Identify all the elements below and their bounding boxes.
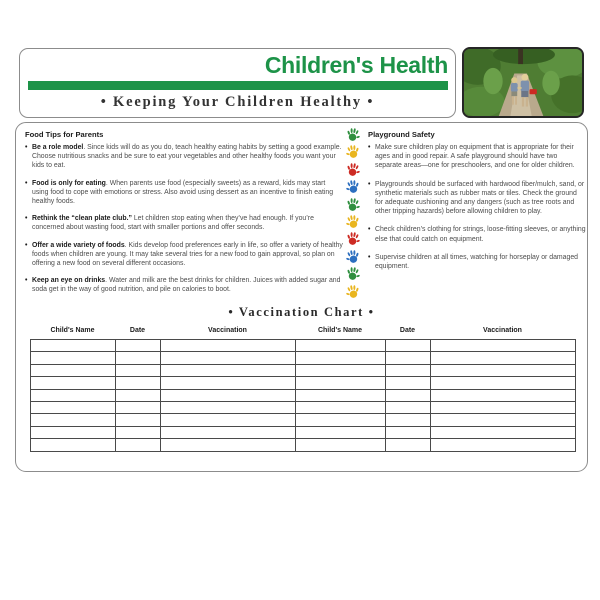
table-cell-empty: [431, 414, 576, 426]
safety-text: Check children’s clothing for strings, loose-fitting sleeves, or anything else that could catch on equipment.: [375, 226, 586, 243]
table-cell-empty: [431, 364, 576, 376]
table-cell-empty: [296, 426, 386, 438]
table-cell-empty: [431, 352, 576, 364]
playground-safety-section: [368, 130, 586, 280]
column-header-vaccination: Vaccination: [483, 327, 522, 334]
table-row: [31, 389, 576, 401]
page-subtitle: • Keeping Your Children Healthy •: [100, 94, 375, 110]
column-header-date: Date: [399, 327, 416, 334]
food-tip-item: [25, 276, 343, 294]
vaccination-table: [30, 339, 576, 452]
food-tip-text: . When parents use food (especially sweets) as a reward, kids may start using food to cope with emotions or stress. Also avoid using dessert as an incentive to finish eating healthy foods.: [32, 179, 334, 206]
food-tips-list: [25, 143, 343, 295]
header: [19, 48, 456, 118]
children-photo-illustration: [464, 49, 582, 116]
table-cell-empty: [386, 439, 431, 451]
table-cell-empty: [296, 340, 386, 352]
food-tip-item: [25, 241, 343, 269]
table-cell-empty: [296, 439, 386, 451]
food-tip-item: [25, 143, 343, 171]
handprint-icon: [345, 126, 361, 143]
table-cell-empty: [296, 401, 386, 413]
table-cell-empty: [296, 364, 386, 376]
food-tip-text: . Water and milk are the best drinks for children. Juices with added sugar and soda get in the way of good nutrition, and pile on calories to boot.: [32, 277, 341, 294]
table-cell-empty: [161, 352, 296, 364]
handprint-icon: [345, 178, 361, 195]
table-cell-empty: [31, 364, 116, 376]
playground-safety-heading: Playground Safety: [368, 130, 435, 139]
table-cell-empty: [386, 401, 431, 413]
handprint-icon: [345, 283, 361, 300]
table-cell-empty: [116, 377, 161, 389]
table-cell-empty: [431, 426, 576, 438]
table-cell-empty: [161, 414, 296, 426]
table-cell-empty: [386, 340, 431, 352]
table-cell-empty: [161, 364, 296, 376]
table-cell-empty: [116, 389, 161, 401]
vaccination-table-header: [30, 327, 575, 334]
table-row: [31, 426, 576, 438]
table-cell-empty: [386, 414, 431, 426]
table-cell-empty: [386, 377, 431, 389]
handprint-icons-column: [343, 127, 363, 301]
table-cell-empty: [296, 377, 386, 389]
food-tips-heading: Food Tips for Parents: [25, 130, 104, 139]
table-cell-empty: [386, 352, 431, 364]
table-cell-empty: [31, 439, 116, 451]
table-row: [31, 414, 576, 426]
column-header-date: Date: [129, 327, 146, 334]
food-tip-item: [25, 214, 343, 232]
table-cell-empty: [161, 340, 296, 352]
table-row: [31, 377, 576, 389]
food-tip-text: . Since kids will do as you do, teach healthy eating habits by setting a good example. Choose nutritious snacks and be sure to eat your vegetables and other healthy foods you want your kids to eat.: [32, 144, 342, 170]
food-tip-text: . Kids develop food preferences early in life, so offer a variety of healthy foods when children are young. It may take several tries for a new food to gain approval, so plan on offering a new food on several different occasions.: [32, 241, 343, 268]
table-cell-empty: [31, 414, 116, 426]
table-cell-empty: [116, 352, 161, 364]
safety-text: Playgrounds should be surfaced with hardwood fiber/mulch, sand, or synthetic materials such as rubber mats or tiles. Check the ground for adequate cushioning and any dangers (such as tree roots and other tripping hazards) before allowing children to play.: [375, 180, 585, 216]
table-cell-empty: [161, 426, 296, 438]
table-cell-empty: [116, 401, 161, 413]
food-tip-lead: Be a role model: [32, 144, 84, 151]
handprint-icon: [345, 248, 361, 265]
table-cell-empty: [161, 389, 296, 401]
table-cell-empty: [116, 426, 161, 438]
table-cell-empty: [31, 340, 116, 352]
table-row: [31, 340, 576, 352]
table-cell-empty: [31, 377, 116, 389]
safety-item: [368, 180, 586, 217]
handprint-icon: [345, 230, 361, 247]
content-panel: [15, 122, 588, 472]
table-cell-empty: [31, 389, 116, 401]
safety-item: [368, 225, 586, 243]
table-cell-empty: [31, 401, 116, 413]
handprint-icon: [345, 161, 361, 178]
food-tip-text: Let children stop eating when they’ve had enough. If you’re concerned about wasting food, start with smaller portions and offer seconds.: [32, 215, 314, 232]
table-cell-empty: [296, 389, 386, 401]
food-tip-item: [25, 179, 343, 207]
safety-item: [368, 253, 586, 271]
children-photo: [462, 47, 584, 118]
food-tip-lead: Keep an eye on drinks: [32, 277, 106, 285]
safety-text: Supervise children at all times, watching for horseplay or damaged equipment.: [375, 253, 578, 271]
column-header-childs-name: Child's Name: [317, 327, 363, 334]
table-cell-empty: [431, 389, 576, 401]
title-underline-bar: [28, 81, 448, 90]
page-title: Children's Health: [264, 52, 448, 78]
food-tips-section: [25, 130, 343, 303]
food-tip-lead: Offer a wide variety of foods: [32, 241, 125, 249]
table-cell-empty: [116, 414, 161, 426]
column-header-childs-name: Child's Name: [50, 327, 95, 334]
table-cell-empty: [31, 426, 116, 438]
handprint-icon: [345, 196, 361, 213]
safety-item: [368, 143, 586, 171]
table-cell-empty: [386, 389, 431, 401]
table-cell-empty: [431, 340, 576, 352]
vaccination-chart-heading: • Vaccination Chart •: [228, 305, 375, 319]
table-cell-empty: [296, 414, 386, 426]
table-cell-empty: [31, 352, 116, 364]
handprint-icon: [345, 213, 361, 230]
table-row: [31, 364, 576, 376]
safety-text: Make sure children play on equipment that is appropriate for their ages and in good repair. A safe playground should have two separate areas—one for preschoolers, and one for older children.: [375, 144, 575, 170]
playground-safety-list: [368, 143, 586, 271]
table-cell-empty: [431, 439, 576, 451]
table-cell-empty: [431, 377, 576, 389]
table-cell-empty: [431, 401, 576, 413]
table-cell-empty: [116, 439, 161, 451]
table-cell-empty: [386, 364, 431, 376]
handprint-icon: [345, 143, 361, 160]
table-cell-empty: [386, 426, 431, 438]
food-tip-lead: Food is only for eating: [32, 179, 106, 187]
table-row: [31, 401, 576, 413]
table-cell-empty: [116, 340, 161, 352]
table-cell-empty: [161, 377, 296, 389]
table-row: [31, 352, 576, 364]
handprint-icon: [345, 265, 361, 282]
table-cell-empty: [116, 364, 161, 376]
table-cell-empty: [161, 439, 296, 451]
column-header-vaccination: Vaccination: [208, 327, 247, 334]
table-cell-empty: [296, 352, 386, 364]
table-row: [31, 439, 576, 451]
table-cell-empty: [161, 401, 296, 413]
food-tip-lead: Rethink the “clean plate club.”: [32, 215, 132, 223]
